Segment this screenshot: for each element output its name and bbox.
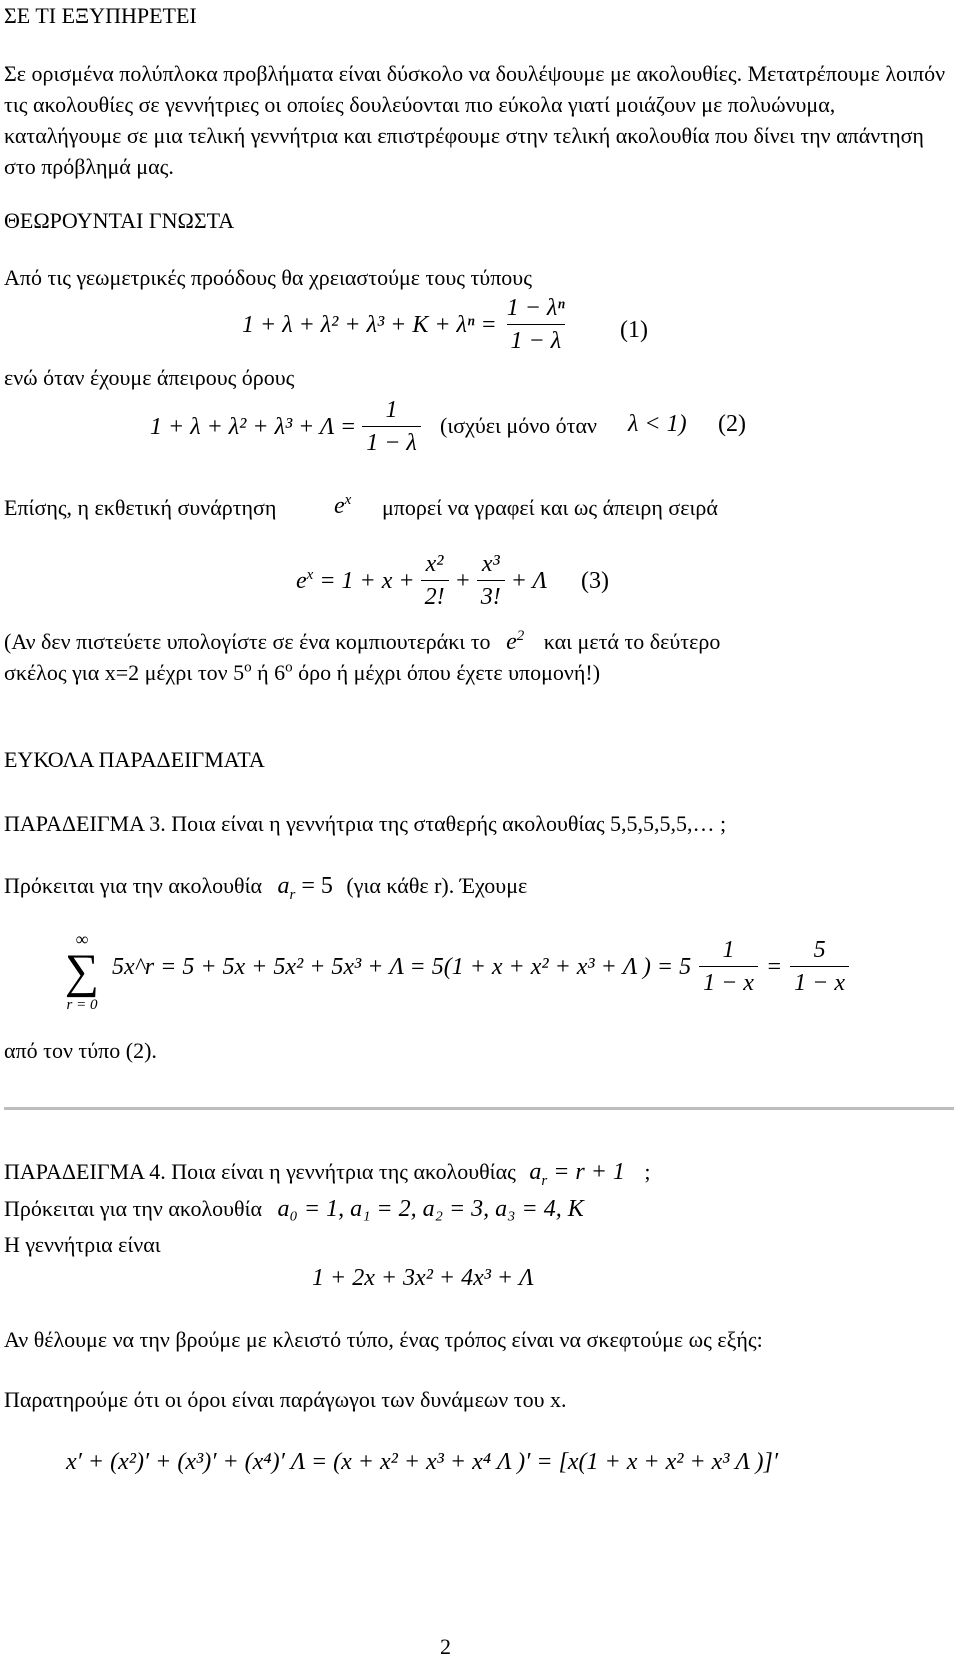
eq3-e (296, 567, 313, 595)
eq2-denominator: 1 − λ (362, 426, 421, 457)
ex4-closed-form-text: Αν θέλουμε να την βρούμε με κλειστό τύπο, ένας τρόπος είναι να σκεφτούμε ως εξής: (4, 1327, 763, 1352)
eq3-frac2-num: x³ (481, 551, 500, 577)
ex4-generator-math: 1 + 2x + 3x² + 4x³ + Λ (312, 1265, 534, 1291)
eq3-e-sup: x (306, 566, 314, 583)
ex3-fraction-1 (699, 936, 758, 997)
known-title: ΘΕΩΡΟΥΝΤΑΙ ΓΝΩΣΤΑ (4, 208, 235, 233)
ex4-question-sub: r (541, 1172, 548, 1189)
calc-line-1 (4, 626, 720, 658)
easy-title: ΕΥΚΟΛΑ ΠΑΡΑΔΕΙΓΜΑΤΑ (4, 747, 265, 772)
ex3-fraction-2 (790, 936, 849, 997)
ex4-derivatives-text: Παρατηρούμε ότι οι όροι είναι παράγωγοι των δυνάμεων του x. (4, 1387, 567, 1412)
eq2-condition-math: λ < 1) (628, 411, 687, 437)
eq1-label: (1) (620, 317, 648, 343)
ex4-generator-text: Η γεννήτρια είναι (4, 1232, 161, 1257)
section-title: ΣΕ ΤΙ ΕΞΥΠΗΡΕΤΕΙ (4, 3, 197, 28)
ex3-frac2-num: 5 (813, 937, 826, 963)
eq1-lhs: 1 + λ + λ² + λ³ + Κ + λⁿ = (242, 311, 497, 338)
ex3-sum-top: ∞ (75, 929, 89, 949)
eq2-label: (2) (718, 411, 746, 437)
ex3-seq-a: a (277, 873, 290, 899)
eq3-frac2-den: 3! (477, 580, 505, 611)
calc-line2-b: ή 6 (251, 660, 286, 685)
ex3-eq-sign: = (765, 953, 783, 980)
ex3-from-formula: από τον τύπο (2). (4, 1038, 157, 1063)
ex4-question-rhs: = r + 1 (553, 1159, 625, 1185)
ex3-sum (62, 930, 102, 1014)
eq3-tail: + Λ (510, 567, 548, 594)
ex3-sum-bottom: r = 0 (66, 997, 98, 1013)
calc-text-mid: και μετά το δεύτερο (543, 629, 721, 654)
ex3-seq-sub: r (289, 886, 296, 903)
eq3-fraction-2 (477, 550, 505, 611)
ex4-seq-math: a₀ = 1, a₁ = 2, a₂ = 3, a₃ = 4, Κ (277, 1196, 584, 1222)
page-number: 2 (440, 1634, 451, 1659)
ex3-question: ΠΑΡΑΔΕΙΓΜΑ 3. Ποια είναι η γεννήτρια της σταθερής ακολουθίας 5,5,5,5,5,… ; (4, 811, 727, 836)
exp-text-after: μπορεί να γραφεί και ως άπειρη σειρά (382, 495, 718, 520)
equation-2 (150, 396, 421, 457)
calc-text-start: (Αν δεν πιστεύετε υπολογίστε σε ένα κομπιουτεράκι το (4, 629, 491, 654)
calc-line-2 (4, 657, 600, 689)
eq1-denominator: 1 − λ (507, 324, 566, 355)
ex3-seq-val: = 5 (301, 873, 333, 899)
eq3-plus: + (454, 567, 471, 594)
eq1-numerator: 1 − λⁿ (506, 295, 565, 321)
ex3-frac1-num: 1 (722, 937, 735, 963)
eq3-fraction-1 (421, 550, 449, 611)
exp-text-before: Επίσης, η εκθετική συνάρτηση (4, 495, 277, 520)
eq3-frac1-den: 2! (421, 580, 449, 611)
ex3-seq-line (4, 870, 527, 902)
calc-e2 (506, 629, 524, 655)
ex3-frac2-den: 1 − x (790, 966, 849, 997)
eq1-fraction (503, 294, 569, 355)
intro-paragraph: Σε ορισμένα πολύπλοκα προβλήματα είναι δύσκολο να δουλέψουμε με ακολουθίες. Μετατρέπουμε λοιπόν τις ακολουθίες σε γεννήτριες οι οποίες δουλεύονται πιο εύκολα γιατί μοιάζουν με πολυώνυμα, καταλήγουμε σε μια τελική γεννήτρια και επιστρέφουμε στην τελική ακολουθία που δίνει την απάντηση στο πρόβλημά μας. (4, 61, 946, 179)
exp-symbol-sup: x (344, 492, 352, 508)
eq3-e-base: e (296, 567, 307, 594)
ex4-question-a: a (529, 1159, 542, 1185)
ex3-seq-text: Πρόκειται για την ακολουθία (4, 873, 263, 898)
eq3-lhs: = 1 + x + (319, 567, 415, 594)
ex3-frac1-den: 1 − x (699, 966, 758, 997)
equation-1 (242, 294, 569, 355)
ex3-seq-math (277, 873, 333, 903)
geometric-intro: Από τις γεωμετρικές προόδους θα χρειαστούμε τους τύπους (4, 265, 532, 290)
calc-line2-c: όρο ή μέχρι όπου έχετε υπομονή!) (292, 660, 601, 685)
eq2-fraction (362, 396, 421, 457)
eq3-label: (3) (581, 567, 610, 594)
calc-sup-o-1: ο (244, 659, 252, 676)
ex4-question-text: ΠΑΡΑΔΕΙΓΜΑ 4. Ποια είναι η γεννήτρια της ακολουθίας (4, 1159, 516, 1184)
eq2-lhs: 1 + λ + λ² + λ³ + Λ = (150, 413, 357, 440)
infinite-terms-text: ενώ όταν έχουμε άπειρους όρους (4, 365, 295, 390)
calc-e2-sup: 2 (516, 628, 525, 644)
ex4-question-end: ; (644, 1159, 651, 1184)
exp-symbol-base: e (334, 493, 345, 519)
ex4-seq-text: Πρόκειται για την ακολουθία (4, 1196, 263, 1221)
ex3-equation-text: 5x^r = 5 + 5x + 5x² + 5x³ + Λ = 5(1 + x + x² + x³ + Λ ) = 5 (112, 953, 692, 980)
equation-3 (296, 550, 609, 611)
ex3-seq-after: (για κάθε r). Έχουμε (346, 873, 528, 898)
ex4-derivative-eq: x′ + (x²)′ + (x³)′ + (x⁴)′ Λ = (x + x² + x³ + x⁴ Λ )′ = [x(1 + x + x² + x³ Λ )]′ (66, 1449, 779, 1475)
eq3-frac1-num: x² (425, 551, 444, 577)
section-divider (4, 1107, 954, 1110)
calc-sup-o-2: ο (285, 659, 293, 676)
eq2-condition: (ισχύει μόνο όταν (440, 413, 597, 438)
calc-e2-base: e (506, 629, 517, 655)
ex4-seq-line (4, 1193, 584, 1225)
ex4-question (4, 1156, 651, 1188)
ex3-equation (112, 936, 849, 997)
exp-symbol (334, 492, 351, 520)
ex3-sum-symbol: ∑ (64, 945, 100, 998)
ex4-question-math (529, 1159, 625, 1189)
eq2-numerator: 1 (385, 397, 398, 423)
calc-line2-a: σκέλος για x=2 μέχρι τον 5 (4, 660, 245, 685)
